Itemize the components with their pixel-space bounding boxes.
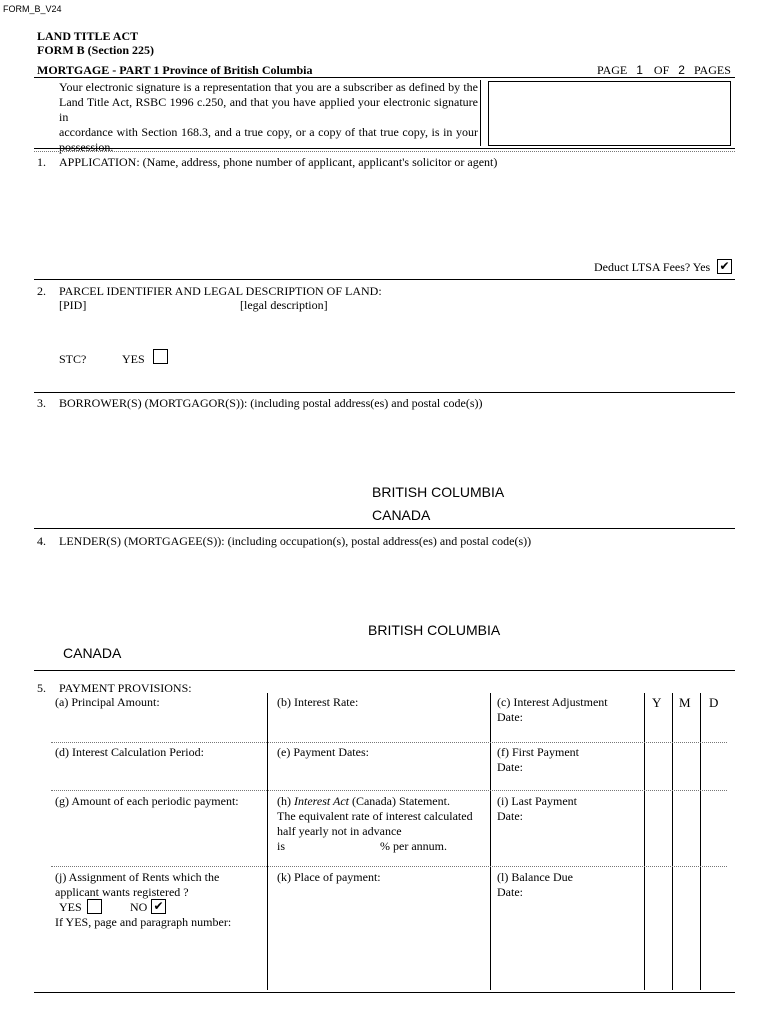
divider — [34, 670, 735, 671]
rents-page-paragraph-label: If YES, page and paragraph number: — [55, 915, 232, 929]
application-label: APPLICATION: (Name, address, phone number of applicant, applicant's solicitor or agent) — [59, 155, 498, 169]
divider — [34, 392, 735, 393]
notice-line: Land Title Act, RSBC 1996 c.250, and that you have applied your electronic signature in — [59, 95, 478, 124]
form-code: FORM_B_V24 — [3, 4, 62, 14]
payment-provisions-label: PAYMENT PROVISIONS: — [59, 681, 192, 695]
rents-no-label: NO — [130, 900, 148, 914]
interest-act-is: is — [277, 839, 286, 853]
first-payment-date-label: Date: — [497, 760, 523, 774]
pages-label: PAGES — [693, 63, 731, 77]
interest-act-line3: half yearly not in advance — [277, 824, 402, 838]
year-header: Y — [652, 695, 662, 710]
page-total: 2 — [678, 63, 685, 77]
borrower-label: BORROWER(S) (MORTGAGOR(S)): (including postal address(es) and postal code(s)) — [59, 396, 483, 410]
page-number: 1 — [636, 63, 643, 77]
rents-yes-checkbox[interactable] — [87, 899, 102, 914]
column-divider — [490, 693, 491, 990]
divider — [34, 992, 735, 993]
divider — [34, 77, 735, 78]
last-payment-date-label: Date: — [497, 809, 523, 823]
interest-act-name: Interest Act — [294, 794, 349, 808]
page-label: PAGE — [597, 63, 628, 77]
interest-calc-period-label: (d) Interest Calculation Period: — [55, 745, 204, 759]
section-number: 2. — [37, 284, 46, 298]
assignment-rents-label: (j) Assignment of Rents which the — [55, 870, 220, 884]
payment-dates-label: (e) Payment Dates: — [277, 745, 369, 759]
stc-yes-label: YES — [122, 352, 145, 366]
lender-country: CANADA — [63, 645, 122, 661]
lender-province: BRITISH COLUMBIA — [368, 622, 501, 638]
parcel-label: PARCEL IDENTIFIER AND LEGAL DESCRIPTION OF LAND: — [59, 284, 382, 298]
row-divider — [51, 790, 727, 791]
divider — [480, 80, 481, 146]
section-number: 3. — [37, 396, 46, 410]
last-payment-label: (i) Last Payment — [497, 794, 577, 808]
assignment-rents-line2: applicant wants registered ? — [55, 885, 189, 899]
principal-amount-label: (a) Principal Amount: — [55, 695, 160, 709]
interest-act-percent: % per annum. — [380, 839, 447, 853]
balance-due-date-label: Date: — [497, 885, 523, 899]
column-divider — [672, 693, 673, 990]
rents-yes-label: YES — [59, 900, 82, 914]
row-divider — [51, 866, 727, 867]
borrower-country: CANADA — [372, 507, 431, 523]
interest-act-suffix: (Canada) Statement. — [348, 794, 450, 808]
signature-notice — [59, 80, 478, 155]
interest-adjustment-label: (c) Interest Adjustment — [497, 695, 608, 709]
notice-line: accordance with Section 168.3, and a true copy, or a copy of that true copy, is in your — [59, 125, 478, 139]
balance-due-label: (l) Balance Due — [497, 870, 573, 884]
interest-rate-label: (b) Interest Rate: — [277, 695, 359, 709]
interest-act-line2: The equivalent rate of interest calculated — [277, 809, 473, 823]
column-divider — [267, 693, 268, 990]
column-divider — [700, 693, 701, 990]
rents-no-checkbox[interactable]: ✔ — [151, 899, 166, 914]
form-title: FORM B (Section 225) — [37, 43, 154, 57]
section-number: 4. — [37, 534, 46, 548]
place-of-payment-label: (k) Place of payment: — [277, 870, 381, 884]
interest-act-statement — [277, 794, 450, 809]
section-number: 1. — [37, 155, 46, 169]
divider — [34, 528, 735, 529]
interest-act-prefix: (h) — [277, 794, 294, 808]
signature-box[interactable] — [488, 81, 731, 146]
row-divider — [51, 742, 727, 743]
page-indicator — [597, 63, 731, 78]
deduct-fees-label: Deduct LTSA Fees? Yes — [594, 260, 711, 274]
month-header: M — [679, 695, 691, 710]
lender-label: LENDER(S) (MORTGAGEE(S)): (including occupation(s), postal address(es) and postal code(s)) — [59, 534, 532, 548]
periodic-payment-label: (g) Amount of each periodic payment: — [55, 794, 239, 808]
notice-line: possession. — [59, 140, 114, 154]
first-payment-label: (f) First Payment — [497, 745, 579, 759]
divider — [34, 148, 735, 149]
interest-adjustment-date-label: Date: — [497, 710, 523, 724]
form-subtitle: MORTGAGE - PART 1 Province of British Columbia — [37, 63, 313, 77]
borrower-province: BRITISH COLUMBIA — [372, 484, 505, 500]
section-number: 5. — [37, 681, 46, 695]
stc-label: STC? — [59, 352, 87, 366]
divider — [34, 279, 735, 280]
act-title: LAND TITLE ACT — [37, 29, 139, 43]
deduct-fees-checkbox[interactable]: ✔ — [717, 259, 732, 274]
legal-description-label: [legal description] — [240, 298, 328, 312]
of-label: OF — [653, 63, 670, 77]
day-header: D — [709, 695, 719, 710]
pid-label: [PID] — [59, 298, 87, 312]
stc-yes-checkbox[interactable] — [153, 349, 168, 364]
notice-line: Your electronic signature is a representation that you are a subscriber as defined by the — [59, 80, 478, 94]
divider — [34, 151, 735, 152]
column-divider — [644, 693, 645, 990]
